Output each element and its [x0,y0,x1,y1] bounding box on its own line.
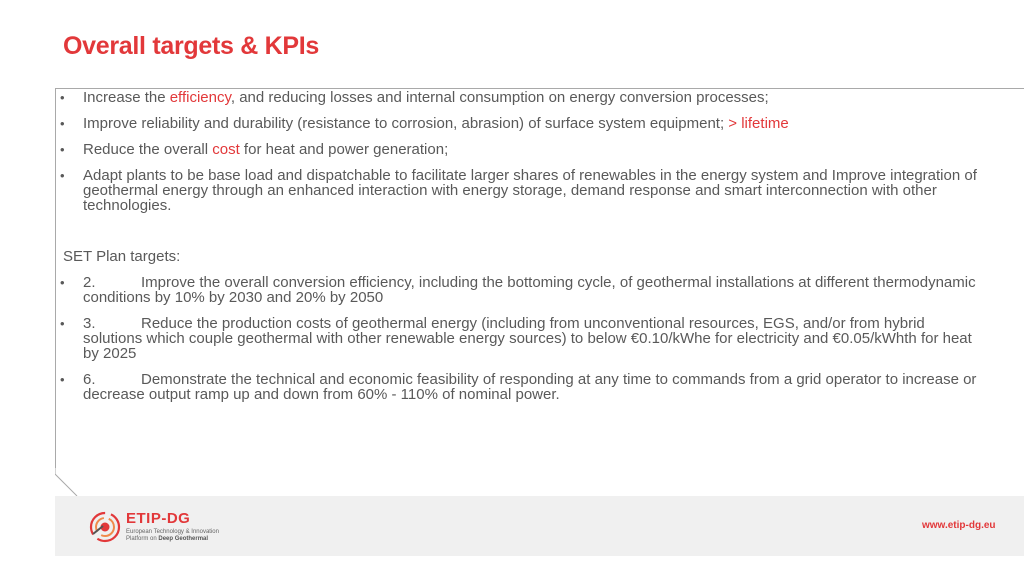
list-item [60,90,980,105]
highlight-text: cost [212,141,240,158]
target-number: 6. [83,371,96,388]
item-text: Reduce the overall [83,141,213,158]
bullet-icon: • [60,316,65,331]
logo-tagline-line2: Platform on [126,536,159,542]
set-plan-heading: SET Plan targets: [63,248,181,265]
list-item [60,372,980,402]
target-number: 3. [83,315,96,332]
item-text: Adapt plants to be base load and dispatchable to facilitate larger shares of renewables in the energy system and Improve integration of geothermal energy through an enhanced interaction with energy storage, demand response and smart interconnection with other technologies. [83,167,977,214]
website-link[interactable]: www.etip-dg.eu [922,520,996,531]
logo-tagline-line1: European Technology & Innovation [126,529,219,535]
bullet-icon: • [60,90,65,105]
logo-wordmark: ETIP-DG [126,510,191,527]
item-text: Improve reliability and durability (resistance to corrosion, abrasion) of surface system equipment; [83,115,729,132]
target-text: Demonstrate the technical and economic feasibility of responding at any time to commands from a grid operator to increase or decrease output ramp up and down from 60% - 110% of nominal power. [83,371,977,403]
slide-content [60,88,980,402]
list-item [60,116,980,131]
highlight-text: efficiency [169,89,231,106]
bullet-icon: • [60,372,65,387]
list-item [60,142,980,157]
target-text: Reduce the production costs of geothermal energy (including from unconventional resources, EGS, and/or from hybrid solutions which couple geothermal with other renewable energy sources) to below €0.10/kWhe for electricity and €0.05/kWhth for heat by 2025 [83,315,972,362]
bullet-icon: • [60,142,65,157]
logo-tagline-bold: Deep Geothermal [158,536,209,542]
target-number: 2. [83,274,96,291]
content-frame-left-border [55,88,56,468]
bullet-icon: • [60,275,65,290]
content-frame-corner [55,468,83,496]
logo-tagline [126,529,256,543]
item-text: for heat and power generation; [239,141,449,158]
item-text: , and reducing losses and internal consumption on energy conversion processes; [230,89,769,106]
etip-dg-logo-icon [88,510,122,544]
etip-dg-logo [88,508,248,548]
item-text: Increase the [83,89,170,106]
highlight-text: > lifetime [728,115,789,132]
list-item [60,275,980,305]
slide-title: Overall targets & KPIs [63,32,320,60]
target-text: Improve the overall conversion efficiency, including the bottoming cycle, of geothermal installations at different thermodynamic conditions by 10% by 2030 and 20% by 2050 [83,274,976,306]
bullet-icon: • [60,168,65,183]
list-item [60,316,980,361]
objectives-list [60,90,980,213]
bullet-icon: • [60,116,65,131]
list-item [60,168,980,213]
set-plan-list [60,275,980,402]
